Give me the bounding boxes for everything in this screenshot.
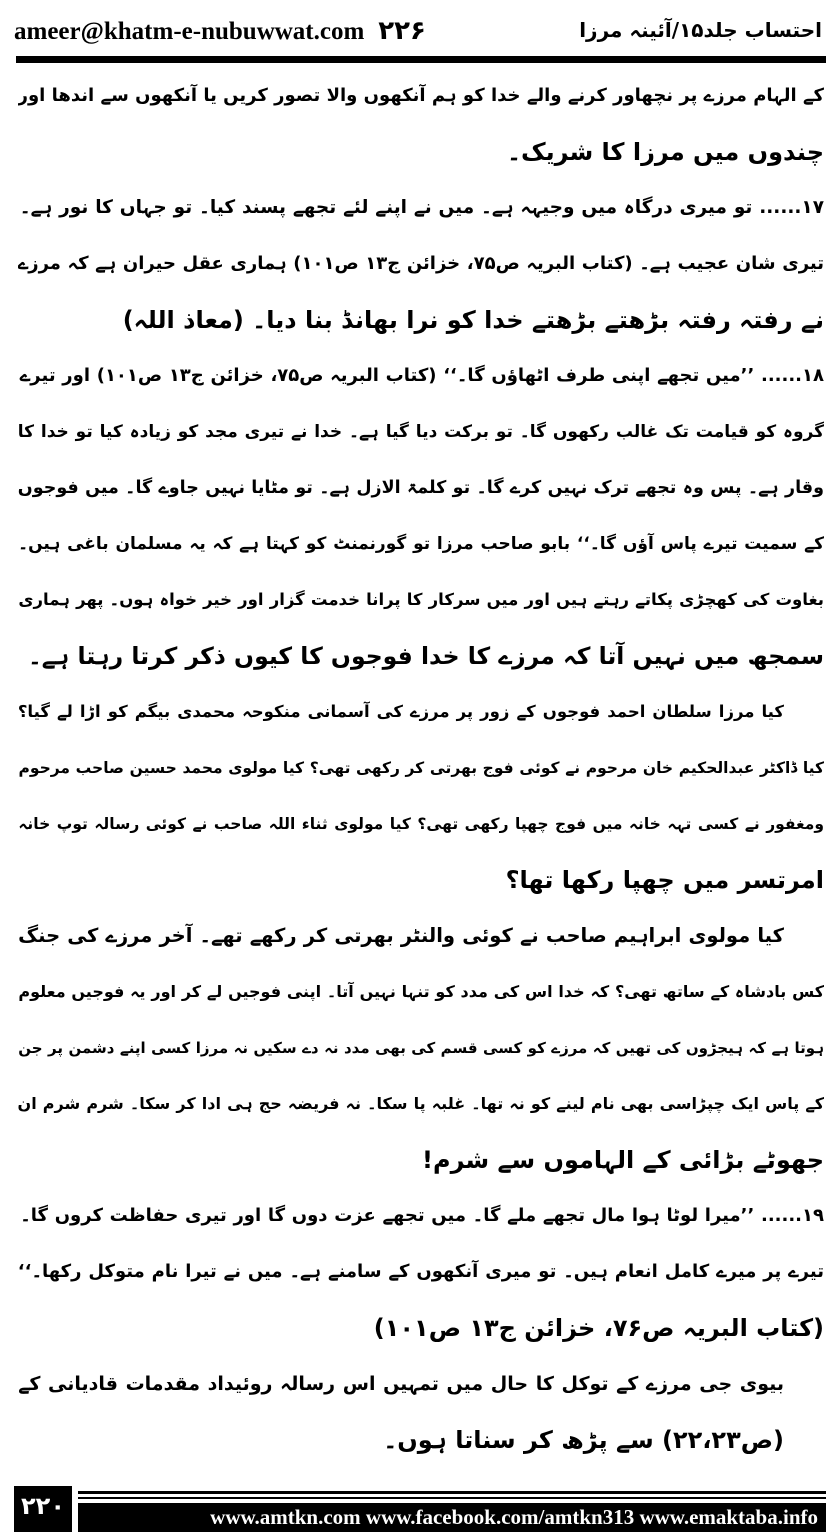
header-email: ameer@khatm-e-nubuwwat.com (14, 18, 365, 45)
header-rule (16, 56, 826, 63)
text-line: ۱۹...... ’’میرا لوٹا ہوا مال تجھے ملے گا۔ میں تجھے عزت دوں گا اور تیری حفاظت کروں گا۔ (20, 1205, 824, 1226)
text-line: کے الہام مرزے پر نچھاور کرنے والے خدا کو ہم آنکھوں والا تصور کریں یا آنکھوں سے اندھا اور (18, 85, 824, 106)
page-header (14, 12, 826, 52)
header-page-number: ۲۲۶ (378, 16, 426, 46)
header-book-title: احتساب جلد۱۵/آئینہ مرزا (579, 18, 822, 42)
text-line: ومغفور نے کسی تہہ خانہ میں فوج چھپا رکھی تھی؟ کیا مولوی ثناء اللہ صاحب نے کوئی رسالہ توپ خانہ (18, 815, 824, 833)
text-line: چندوں میں مرزا کا شریک۔ (506, 138, 824, 166)
text-line: امرتسر میں چھپا رکھا تھا؟ (505, 866, 824, 894)
page-footer (14, 1486, 826, 1532)
text-line: ۱۷...... تو میری درگاہ میں وجیہہ ہے۔ میں نے اپنے لئے تجھے پسند کیا۔ تو جہاں کا نور ہے۔ (19, 197, 824, 218)
text-line: تیری شان عجیب ہے۔ (کتاب البریہ ص۷۵، خزائن ج۱۳ ص۱۰۱) ہماری عقل حیران ہے کہ مرزے (18, 253, 824, 274)
text-line: بیوی جی مرزے کے توکل کا حال میں تمہیں اس رسالہ روئیداد مقدمات قادیانی کے (18, 1373, 784, 1395)
text-line: تیرے پر میرے کامل انعام ہیں۔ تو میری آنکھوں کے سامنے ہے۔ میں نے تیرا نام متوکل رکھا۔‘‘ (18, 1261, 824, 1282)
text-line: (ص۲۲،۲۳) سے پڑھ کر سناتا ہوں۔ (383, 1426, 784, 1454)
text-line: سمجھ میں نہیں آتا کہ مرزے کا خدا فوجوں کا کیوں ذکر کرتا رہتا ہے۔ (28, 642, 824, 670)
footer-rule (78, 1497, 826, 1499)
text-line: کس بادشاہ کے ساتھ تھی؟ کہ خدا اس کی مدد کو تنہا نہیں آتا۔ اپنی فوجیں لے کر اور یہ فوجیں معلوم (18, 982, 824, 1001)
text-line: کیا مولوی ابراہیم صاحب نے کوئی والنٹر بھرتی کر رکھے تھے۔ آخر مرزے کی جنگ (18, 924, 784, 947)
text-line: کیا ڈاکٹر عبدالحکیم خان مرحوم نے کوئی فوج بھرتی کر رکھی تھی؟ کیا مولوی محمد حسین صاحب مرحوم (18, 759, 824, 777)
text-line: کیا مرزا سلطان احمد فوجوں کے زور پر مرزے کی آسمانی منکوحہ محمدی بیگم کو اڑا لے گیا؟ (18, 702, 784, 721)
footer-rule (78, 1491, 826, 1494)
text-line: بغاوت کی کھچڑی پکاتے رہتے ہیں اور میں سرکار کا پرانا خدمت گزار اور خیر خواہ ہوں۔ پھر ہماری (18, 590, 824, 609)
text-line: جھوٹے بڑائی کے الہاموں سے شرم! (422, 1146, 824, 1174)
text-line: ۱۸...... ’’میں تجھے اپنی طرف اٹھاؤں گا۔‘‘ (کتاب البریہ ص۷۵، خزائن ج۱۳ ص۱۰۱) اور تیرے (19, 365, 824, 386)
text-line: گروہ کو قیامت تک غالب رکھوں گا۔ تو برکت دیا گیا ہے۔ خدا نے تیری مجد کو زیادہ کیا تو خدا کا (18, 422, 824, 442)
citation-line: (کتاب البریہ ص۷۶، خزائن ج۱۳ ص۱۰۱) (373, 1314, 824, 1342)
text-line: کے پاس ایک چپڑاسی بھی نام لینے کو نہ تھا۔ غلبہ پا سکا۔ نہ فریضہ حج ہی ادا کر سکا۔ شرم شرم ان (18, 1094, 824, 1113)
text-line: کے سمیت تیرے پاس آؤں گا۔‘‘ بابو صاحب مرزا تو گورنمنٹ کو کہتا ہے کہ یہ مسلمان باغی ہیں۔ (18, 534, 824, 554)
text-line: نے رفتہ رفتہ بڑھتے بڑھتے خدا کو نرا بھانڈ بنا دیا۔ (معاذ اللہ) (122, 306, 824, 334)
text-line: وقار ہے۔ پس وہ تجھے ترک نہیں کرے گا۔ تو کلمۃ الازل ہے۔ تو مٹایا نہیں جاوے گا۔ میں فوجوں (18, 478, 824, 498)
footer-links: www.amtkn.com www.facebook.com/amtkn313 www.emaktaba.info (78, 1503, 826, 1532)
header-left (14, 16, 426, 46)
text-line: ہوتا ہے کہ ہیجڑوں کی تھیں کہ مرزے کو کسی قسم کی بھی مدد نہ دے سکیں نہ مرزا کسی اپنے دشمن پر جن (18, 1039, 824, 1057)
footer-page-number: ۲۲۰ (14, 1486, 72, 1532)
